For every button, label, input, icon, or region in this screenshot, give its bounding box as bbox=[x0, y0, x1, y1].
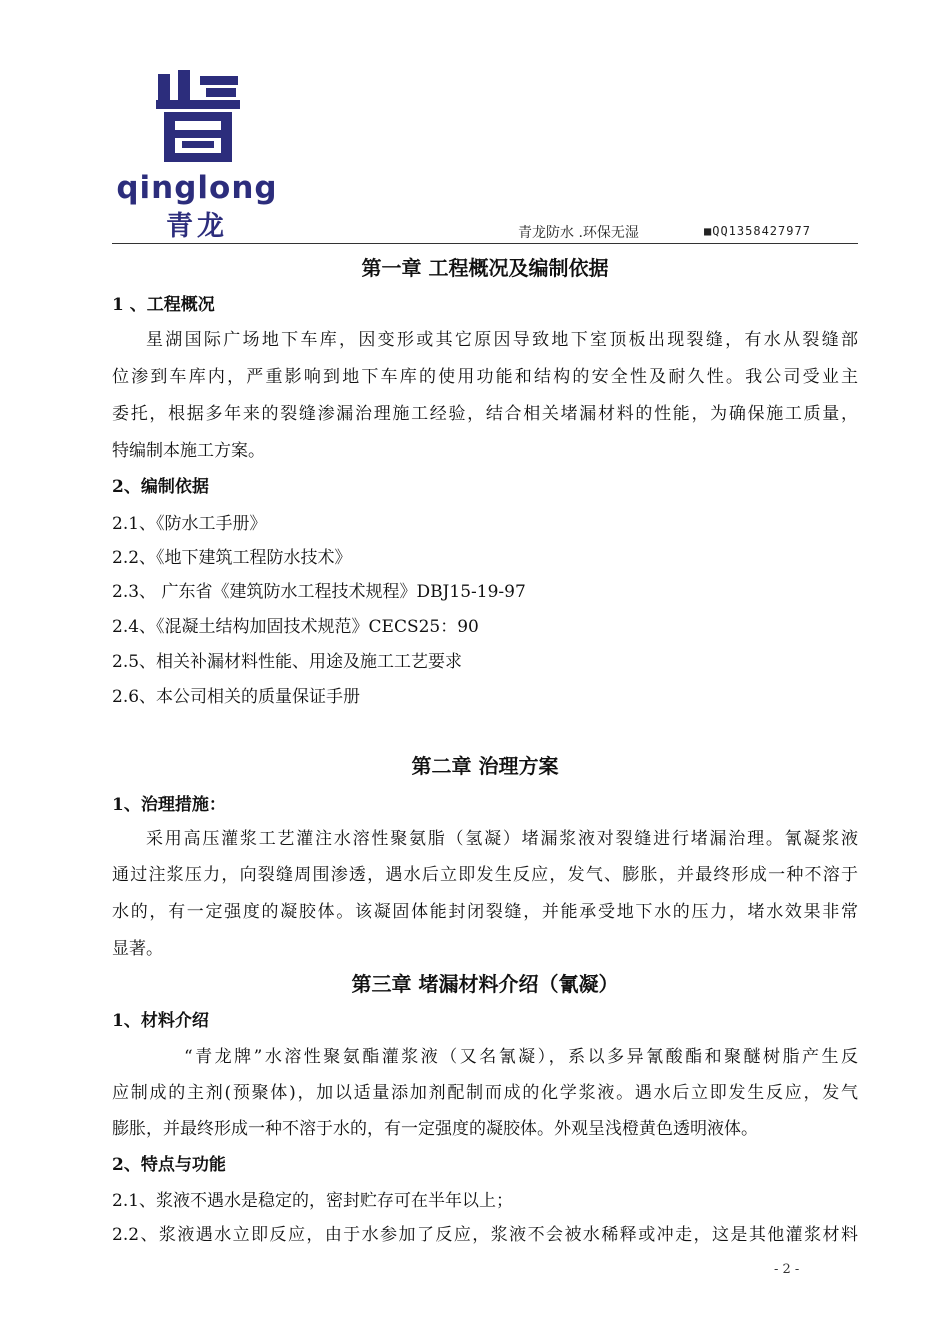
reference-item: 2.5、相关补漏材料性能、用途及施工工艺要求 bbox=[112, 652, 463, 672]
paragraph-line: 位渗到车库内，严重影响到地下车库的使用功能和结构的安全性及耐久性。我公司受业主 bbox=[112, 367, 858, 387]
feature-item: 2.1、浆液不遇水是稳定的，密封贮存可在半年以上； bbox=[112, 1191, 514, 1211]
paragraph-line: 通过注浆压力，向裂缝周围渗透，遇水后立即发生反应，发气、膨胀，并最终形成一种不溶于 bbox=[112, 865, 858, 885]
paragraph-line: 委托，根据多年来的裂缝渗漏治理施工经验，结合相关堵漏材料的性能，为确保施工质量， bbox=[112, 404, 858, 424]
chapter-1-title: 第一章 工程概况及编制依据 bbox=[361, 256, 609, 280]
paragraph-line: 水的，有一定强度的凝胶体。该凝固体能封闭裂缝，并能承受地下水的压力，堵水效果非常 bbox=[112, 902, 858, 922]
paragraph-line: 采用高压灌浆工艺灌注水溶性聚氨脂（氢凝）堵漏浆液对裂缝进行堵漏治理。氰凝浆液 bbox=[146, 829, 858, 849]
reference-item: 2.4、《混凝土结构加固技术规范》CECS25：90 bbox=[112, 617, 479, 637]
logo-chinese-name: 青龙 bbox=[166, 211, 228, 242]
logo-wordmark: qinglong bbox=[116, 170, 278, 206]
paragraph-line: 星湖国际广场地下车库，因变形或其它原因导致地下室顶板出现裂缝，有水从裂缝部 bbox=[146, 330, 858, 350]
feature-item: 2.2、浆液遇水立即反应，由于水参加了反应，浆液不会被水稀释或冲走，这是其他灌浆材料 bbox=[112, 1225, 858, 1245]
chapter-3-title: 第三章 堵漏材料介绍（氰凝） bbox=[351, 972, 619, 996]
reference-item: 2.1、《防水工手册》 bbox=[112, 514, 267, 534]
header-contact: ■QQ1358427977 bbox=[704, 224, 811, 238]
company-logo bbox=[112, 62, 282, 242]
chapter-1-section-2-title: 2、编制依据 bbox=[112, 477, 209, 497]
chapter-2-title: 第二章 治理方案 bbox=[411, 754, 559, 778]
chapter-2-section-1-title: 1、治理措施： bbox=[112, 795, 226, 815]
paragraph-line: 应制成的主剂(预聚体)，加以适量添加剂配制而成的化学浆液。遇水后立即发生反应，发气 bbox=[112, 1083, 858, 1103]
qinglong-logo-icon bbox=[156, 70, 240, 162]
chapter-3-section-2-title: 2、特点与功能 bbox=[112, 1155, 226, 1175]
header-divider bbox=[112, 243, 858, 244]
chapter-3-section-1-title: 1、材料介绍 bbox=[112, 1011, 209, 1031]
reference-item: 2.2、《地下建筑工程防水技术》 bbox=[112, 548, 352, 568]
paragraph-line: 特编制本施工方案。 bbox=[112, 441, 265, 461]
paragraph-line: 膨胀，并最终形成一种不溶于水的，有一定强度的凝胶体。外观呈浅橙黄色透明液体。 bbox=[112, 1119, 758, 1139]
header-slogan: 青龙防水 .环保无湿 bbox=[518, 225, 639, 241]
reference-item: 2.6、本公司相关的质量保证手册 bbox=[112, 687, 361, 707]
paragraph-line: “青龙牌”水溶性聚氨酯灌浆液（又名氰凝），系以多异氰酸酯和聚醚树脂产生反 bbox=[184, 1047, 858, 1067]
paragraph-line: 显著。 bbox=[112, 939, 163, 959]
reference-item: 2.3、 广东省《建筑防水工程技术规程》DBJ15-19-97 bbox=[112, 582, 526, 602]
chapter-1-section-1-title: 1 、工程概况 bbox=[112, 295, 215, 315]
page-number: - 2 - bbox=[774, 1262, 800, 1277]
